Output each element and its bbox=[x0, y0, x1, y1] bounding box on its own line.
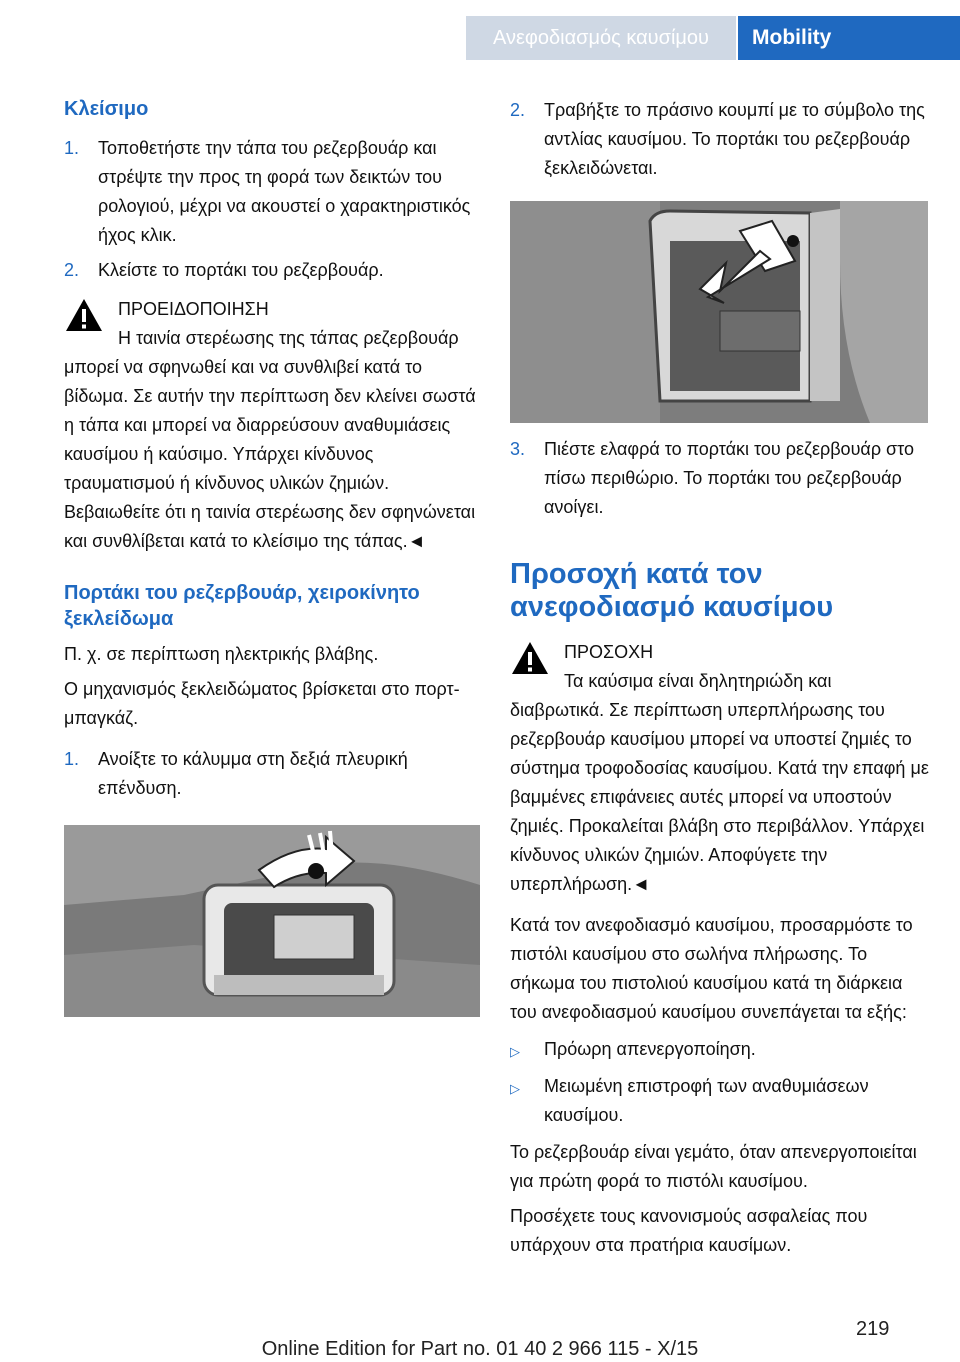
step-number: 2. bbox=[64, 260, 80, 280]
footer-edition: Online Edition for Part no. 01 40 2 966 115 - X/15 bbox=[261, 1338, 699, 1360]
step-3-press-door bbox=[510, 435, 930, 522]
tank-full-paragraph: Το ρεζερβουάρ είναι γεμάτο, όταν απενεργοποιείται για πρώτη φορά το πιστόλι καυσίμου. bbox=[510, 1142, 917, 1191]
bullet-text: Πρόωρη απενεργοποίηση. bbox=[544, 1039, 756, 1059]
right-column bbox=[510, 96, 930, 1260]
step-2 bbox=[64, 256, 484, 285]
manual-unlock-heading: Πορτάκι του ρεζερβουάρ, χειροκίνητο ξεκλείδωμα bbox=[64, 582, 420, 630]
closing-heading: Κλείσιμο bbox=[64, 98, 149, 120]
bullet-triangle-icon: ▷ bbox=[510, 1044, 520, 1059]
manual-unlock-p1: Π. χ. σε περίπτωση ηλεκτρικής βλάβης. bbox=[64, 644, 379, 664]
step-1-open-cover bbox=[64, 745, 484, 803]
bullet-text: Μειωμένη επιστροφή των αναθυμιάσεων καυσίμου. bbox=[544, 1076, 869, 1125]
safety-rules-paragraph: Προσέχετε τους κανονισμούς ασφαλείας που υπάρχουν στα πρατήρια καυσίμων. bbox=[510, 1206, 868, 1255]
caution-box bbox=[510, 638, 930, 899]
caution-label: ΠΡΟΣΟΧΗ bbox=[564, 642, 654, 662]
warning-label: ΠΡΟΕΙΔΟΠΟΙΗΣΗ bbox=[118, 299, 269, 319]
caution-text: Τα καύσιμα είναι δηλητηριώδη και διαβρωτικά. Σε περίπτωση υπερπλήρωσης του ρεζερβουάρ καυσίμου μπορεί να υποστεί ζημιές το σύστημα τροφοδοσίας καυσίμου. Κατά την επαφή με βαμμένες επιφάνειες αυτές μπορεί να υποστούν ζημιές. Προκαλείται βλάβη στο περιβάλλον. Υπάρχει κίνδυνος υλικών ζημιών. Αποφύγετε την υπερπλήρωση.◄ bbox=[510, 671, 929, 894]
running-header-chapter: Mobility bbox=[738, 16, 960, 60]
step-number: 2. bbox=[510, 100, 526, 120]
step-text: Τραβήξτε το πράσινο κουμπί με το σύμβολο της αντλίας καυσίμου. Το πορτάκι του ρεζερβουάρ ξεκλειδώνεται. bbox=[544, 100, 925, 178]
warning-text: Η ταινία στερέωσης της τάπας ρεζερβουάρ μπορεί να σφηνωθεί και να συνθλιβεί κατά το βίδωμα. Σε αυτήν την περίπτωση δεν κλείνει σωστά η τάπα και μπορεί να διαρρεύσουν αναθυμιάσεις καυσίμου ή καύσιμο. Υπάρχει κίνδυνος τραυματισμού ή κίνδυνος υλικών ζημιών. Βεβαιωθείτε ότι η ταινία στερέωσης δεν σφηνώνεται και συνθλίβεται κατά το κλείσιμο της τάπας.◄ bbox=[64, 328, 476, 551]
step-number: 1. bbox=[64, 138, 80, 158]
step-1 bbox=[64, 134, 484, 250]
bullet-triangle-icon: ▷ bbox=[510, 1081, 520, 1096]
step-number: 3. bbox=[510, 439, 526, 459]
bullet-item bbox=[510, 1035, 930, 1066]
warning-triangle-icon bbox=[510, 638, 550, 676]
manual-unlock-p2: Ο μηχανισμός ξεκλειδώματος βρίσκεται στο πορτ-μπαγκάζ. bbox=[64, 679, 460, 728]
step-number: 1. bbox=[64, 749, 80, 769]
refueling-caution-heading: Προσοχή κατά τον ανεφοδιασμό καυσίμου bbox=[510, 558, 834, 623]
warning-triangle-icon bbox=[64, 295, 104, 333]
fuel-release-illustration bbox=[510, 201, 928, 423]
step-text: Τοποθετήστε την τάπα του ρεζερβουάρ και στρέψτε την προς τη φορά των δεικτών του ρολογιού, μέχρι να ακουστεί ο χαρακτηριστικός ήχος κλικ. bbox=[98, 138, 471, 245]
running-header-section: Ανεφοδιασμός καυσίμου bbox=[466, 16, 736, 60]
warning-box bbox=[64, 295, 484, 556]
step-text: Πιέστε ελαφρά το πορτάκι του ρεζερβουάρ στο πίσω περιθώριο. Το πορτάκι του ρεζερβουάρ ανοίγει. bbox=[544, 439, 915, 517]
page-number: 219 bbox=[856, 1318, 890, 1340]
trunk-cover-illustration bbox=[64, 825, 480, 1017]
step-2-pull-button bbox=[510, 96, 930, 183]
bullet-item bbox=[510, 1072, 930, 1130]
refuel-paragraph: Κατά τον ανεφοδιασμό καυσίμου, προσαρμόστε το πιστόλι καυσίμου στο σωλήνα πλήρωσης. Το σήκωμα του πιστολιού καυσίμου κατά τη διάρκεια του ανεφοδιασμού καυσίμου συνεπάγεται τα εξής: bbox=[510, 915, 913, 1022]
left-column bbox=[64, 96, 484, 1017]
step-text: Κλείστε το πορτάκι του ρεζερβουάρ. bbox=[98, 260, 384, 280]
step-text: Ανοίξτε το κάλυμμα στη δεξιά πλευρική επένδυση. bbox=[98, 749, 408, 798]
